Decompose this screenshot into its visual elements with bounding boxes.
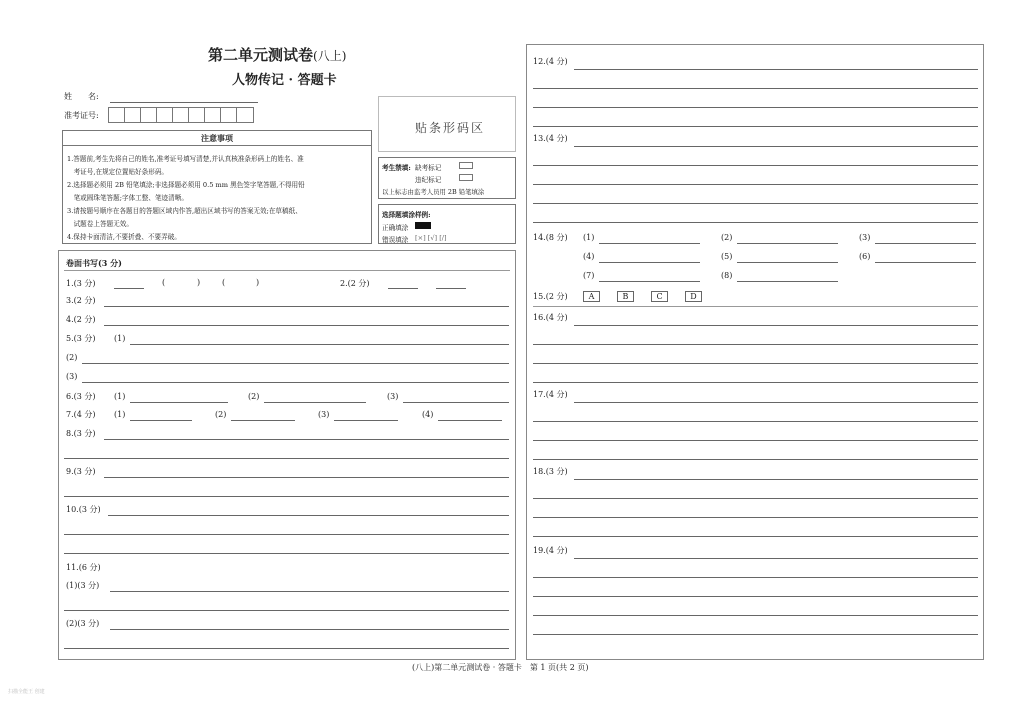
answer-line[interactable] — [533, 536, 978, 537]
answer-line[interactable] — [64, 610, 509, 611]
q11-sub2: (2)(3 分) — [66, 619, 100, 628]
q6-sub2: (2) — [248, 392, 260, 401]
answer-blank[interactable] — [231, 420, 295, 421]
answer-line[interactable] — [574, 146, 978, 147]
answer-blank[interactable] — [130, 420, 192, 421]
answer-line[interactable] — [533, 344, 978, 345]
exam-status-note: 以上标志由监考人员用 2B 铅笔填涂 — [382, 188, 485, 196]
q7-sub2: (2) — [215, 410, 227, 419]
answer-blank[interactable] — [130, 402, 228, 403]
correct-fill-sample — [415, 222, 431, 229]
notice-item: 3.请按题号顺序在各题目的答题区域内作答,超出区域书写的答案无效;在草稿纸、 — [67, 207, 302, 215]
right-answer-area — [526, 44, 984, 660]
fill-example-box — [378, 204, 516, 244]
answer-line[interactable] — [110, 591, 509, 592]
section-divider — [533, 306, 978, 307]
q14-sub2: (2) — [721, 233, 733, 242]
answer-line[interactable] — [64, 458, 509, 459]
answer-line[interactable] — [82, 382, 509, 383]
answer-line[interactable] — [533, 363, 978, 364]
q10-label: 10.(3 分) — [66, 505, 101, 514]
q2-label: 2.(2 分) — [340, 279, 370, 288]
q14-sub8: (8) — [721, 271, 733, 280]
answer-line[interactable] — [64, 648, 509, 649]
grade-label: (八上) — [313, 49, 347, 63]
notice-item: 2.选择题必须用 2B 铅笔填涂;非选择题必须用 0.5 mm 黑色签字笔答题,不得用铅 — [67, 181, 305, 189]
answer-line[interactable] — [533, 577, 978, 578]
answer-line[interactable] — [533, 184, 978, 185]
q8-label: 8.(3 分) — [66, 429, 96, 438]
q1-paren-close: ) — [256, 278, 260, 287]
answer-line[interactable] — [533, 203, 978, 204]
q6-label: 6.(3 分) — [66, 392, 96, 401]
answer-line[interactable] — [104, 306, 509, 307]
answer-line[interactable] — [533, 165, 978, 166]
answer-blank[interactable] — [403, 402, 509, 403]
answer-line[interactable] — [574, 325, 978, 326]
answer-line[interactable] — [533, 615, 978, 616]
answer-line[interactable] — [533, 222, 978, 223]
scanner-watermark: 扫描全能王 创建 — [8, 689, 45, 695]
exam-status-title: 考生禁填: — [382, 164, 411, 172]
answer-blank[interactable] — [737, 262, 838, 263]
violation-mark[interactable] — [459, 174, 473, 181]
answer-line[interactable] — [574, 479, 978, 480]
handwriting-section-title: 卷面书写(3 分) — [66, 258, 122, 268]
answer-blank[interactable] — [737, 243, 838, 244]
wrong-fill-sample: [×] [√] [/] — [415, 234, 447, 242]
q5-sub3: (3) — [66, 372, 78, 381]
answer-blank[interactable] — [264, 402, 366, 403]
answer-line[interactable] — [82, 363, 509, 364]
q18-label: 18.(3 分) — [533, 467, 568, 476]
q1-label: 1.(3 分) — [66, 279, 96, 288]
q7-label: 7.(4 分) — [66, 410, 96, 419]
q7-sub3: (3) — [318, 410, 330, 419]
answer-line[interactable] — [533, 421, 978, 422]
answer-blank[interactable] — [599, 281, 700, 282]
q14-sub7: (7) — [583, 271, 595, 280]
id-number-grid[interactable] — [108, 107, 254, 123]
page-footer: (八上)第二单元测试卷 · 答题卡 第 1 页(共 2 页) — [412, 663, 589, 672]
answer-line[interactable] — [574, 402, 978, 403]
notice-item: 笔或圆珠笔答题;字体工整、笔迹清晰。 — [67, 194, 188, 202]
q5-sub1: (1) — [114, 334, 126, 343]
q11-label: 11.(6 分) — [66, 563, 101, 572]
exam-title — [208, 44, 346, 65]
q1-blank[interactable] — [114, 288, 144, 289]
answer-line[interactable] — [64, 553, 509, 554]
answer-line[interactable] — [110, 629, 509, 630]
name-label: 姓 名: — [64, 92, 99, 101]
answer-line[interactable] — [574, 558, 978, 559]
correct-fill-label: 正确填涂 — [382, 224, 409, 232]
q15-option-b[interactable]: B — [617, 291, 634, 302]
q7-sub4: (4) — [422, 410, 434, 419]
q16-label: 16.(4 分) — [533, 313, 568, 322]
notice-item: 考证号,在规定位置贴好条形码。 — [67, 168, 169, 176]
notice-box — [62, 130, 372, 244]
q2-blank[interactable] — [436, 288, 466, 289]
fill-example-title: 选择题填涂样例: — [382, 211, 431, 219]
answer-line[interactable] — [533, 126, 978, 127]
answer-blank[interactable] — [875, 262, 976, 263]
q11-sub1: (1)(3 分) — [66, 581, 100, 590]
q17-label: 17.(4 分) — [533, 390, 568, 399]
answer-line[interactable] — [533, 498, 978, 499]
answer-blank[interactable] — [599, 243, 700, 244]
q14-sub5: (5) — [721, 252, 733, 261]
answer-blank[interactable] — [334, 420, 398, 421]
q19-label: 19.(4 分) — [533, 546, 568, 555]
answer-line[interactable] — [533, 517, 978, 518]
name-field[interactable] — [110, 102, 258, 103]
answer-line[interactable] — [533, 459, 978, 460]
q7-sub1: (1) — [114, 410, 126, 419]
q13-label: 13.(4 分) — [533, 134, 568, 143]
answer-blank[interactable] — [737, 281, 838, 282]
section-divider — [64, 270, 510, 271]
notice-title: 注意事项 — [63, 131, 371, 146]
notice-item: 4.保持卡面清洁,不要折叠、不要弄破。 — [67, 233, 181, 241]
q3-label: 3.(2 分) — [66, 296, 96, 305]
answer-blank[interactable] — [599, 262, 700, 263]
answer-line[interactable] — [104, 325, 509, 326]
id-label: 准考证号: — [64, 111, 99, 120]
q14-sub1: (1) — [583, 233, 595, 242]
barcode-area — [378, 96, 516, 152]
q14-sub3: (3) — [859, 233, 871, 242]
barcode-label: 贴条形码区 — [415, 121, 486, 135]
answer-line[interactable] — [104, 477, 509, 478]
answer-line[interactable] — [533, 382, 978, 383]
wrong-fill-label: 错误填涂 — [382, 236, 409, 244]
answer-line[interactable] — [574, 69, 978, 70]
q1-paren-close: ) — [197, 278, 201, 287]
answer-line[interactable] — [533, 634, 978, 635]
q14-label: 14.(8 分) — [533, 233, 568, 242]
answer-line[interactable] — [64, 496, 509, 497]
q5-sub2: (2) — [66, 353, 78, 362]
q14-sub6: (6) — [859, 252, 871, 261]
q15-option-c[interactable]: C — [651, 291, 668, 302]
q15-option-d[interactable]: D — [685, 291, 702, 302]
notice-item: 试题卷上答题无效。 — [67, 220, 133, 228]
answer-line[interactable] — [533, 107, 978, 108]
answer-line[interactable] — [104, 439, 509, 440]
exam-status-box — [378, 157, 516, 199]
q15-option-a[interactable]: A — [583, 291, 600, 302]
q9-label: 9.(3 分) — [66, 467, 96, 476]
q14-sub4: (4) — [583, 252, 595, 261]
q4-label: 4.(2 分) — [66, 315, 96, 324]
notice-item: 1.答题前,考生先将自己的姓名,准考证号填写清楚,并认真核准条形码上的姓名、准 — [67, 155, 304, 163]
answer-blank[interactable] — [438, 420, 502, 421]
answer-line[interactable] — [533, 440, 978, 441]
answer-line[interactable] — [130, 344, 509, 345]
violation-label: 违纪标记 — [415, 176, 442, 184]
exam-title-text: 第二单元测试卷 — [208, 46, 314, 64]
q2-blank[interactable] — [388, 288, 418, 289]
q6-sub3: (3) — [387, 392, 399, 401]
q1-paren-open: ( — [222, 278, 226, 287]
absent-label: 缺考标记 — [415, 164, 442, 172]
left-answer-area — [58, 250, 516, 660]
answer-blank[interactable] — [875, 243, 976, 244]
q6-sub1: (1) — [114, 392, 126, 401]
q15-label: 15.(2 分) — [533, 292, 568, 301]
answer-line[interactable] — [108, 515, 509, 516]
absent-mark[interactable] — [459, 162, 473, 169]
answer-line[interactable] — [64, 534, 509, 535]
q1-paren-open: ( — [162, 278, 166, 287]
q12-label: 12.(4 分) — [533, 57, 568, 66]
exam-subtitle: 人物传记 · 答题卡 — [232, 73, 337, 88]
answer-line[interactable] — [533, 596, 978, 597]
answer-line[interactable] — [533, 88, 978, 89]
q5-label: 5.(3 分) — [66, 334, 96, 343]
